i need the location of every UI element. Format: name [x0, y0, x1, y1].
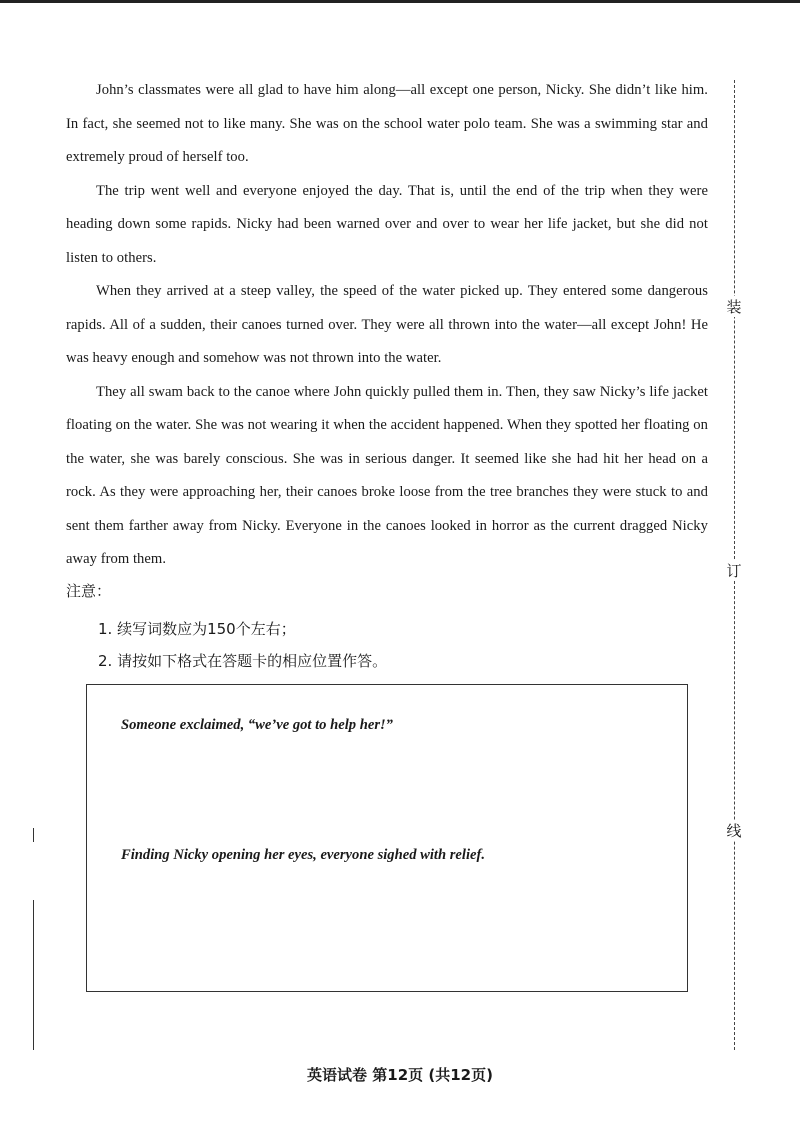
- note-item-2: 2. 请按如下格式在答题卡的相应位置作答。: [98, 652, 388, 670]
- left-margin-rule: [33, 900, 34, 1050]
- notes-title: 注意：: [66, 582, 112, 600]
- passage: [66, 74, 708, 577]
- note-item-1: 1. 续写词数应为150个左右；: [98, 620, 296, 638]
- paragraph-1: John’s classmates were all glad to have him along—all except one person, Nicky. She didn’t like him. In fact, she seemed not to like many. She was on the school water polo team. She was a swimming star and extremely proud of herself too.: [66, 82, 708, 165]
- continuation-prompt-1: Someone exclaimed, “we’ve got to help her!”: [121, 717, 393, 733]
- binding-char-1: 装: [724, 296, 744, 317]
- page-footer: 英语试卷 第12页 (共12页): [307, 1066, 493, 1084]
- paragraph-2: The trip went well and everyone enjoyed the day. That is, until the end of the trip when they were heading down some rapids. Nicky had been warned over and over to wear her life jacket, but she did not listen to others.: [66, 182, 708, 266]
- paragraph-4: They all swam back to the canoe where John quickly pulled them in. Then, they saw Nicky’s life jacket floating on the water. She was not wearing it when the accident happened. When they spotted her floating on the water, she was barely conscious. She was in serious danger. It seemed like she had hit her head on a rock. As they were approaching her, their canoes broke loose from the tree branches they were stuck to and sent them farther away from Nicky. Everyone in the canoes looked in horror as the current dragged Nicky away from them.: [66, 383, 708, 567]
- answer-format-box: [86, 684, 688, 992]
- continuation-prompt-2: Finding Nicky opening her eyes, everyone sighed with relief.: [121, 847, 486, 863]
- binding-char-2: 订: [724, 560, 744, 581]
- paragraph-3: When they arrived at a steep valley, the speed of the water picked up. They entered some dangerous rapids. All of a sudden, their canoes turned over. They were all thrown into the water—all except John! He was heavy enough and somehow was not thrown into the water.: [66, 283, 708, 366]
- left-margin-tick: [33, 828, 34, 842]
- binding-char-3: 线: [724, 820, 744, 841]
- page-top-edge: [0, 0, 800, 3]
